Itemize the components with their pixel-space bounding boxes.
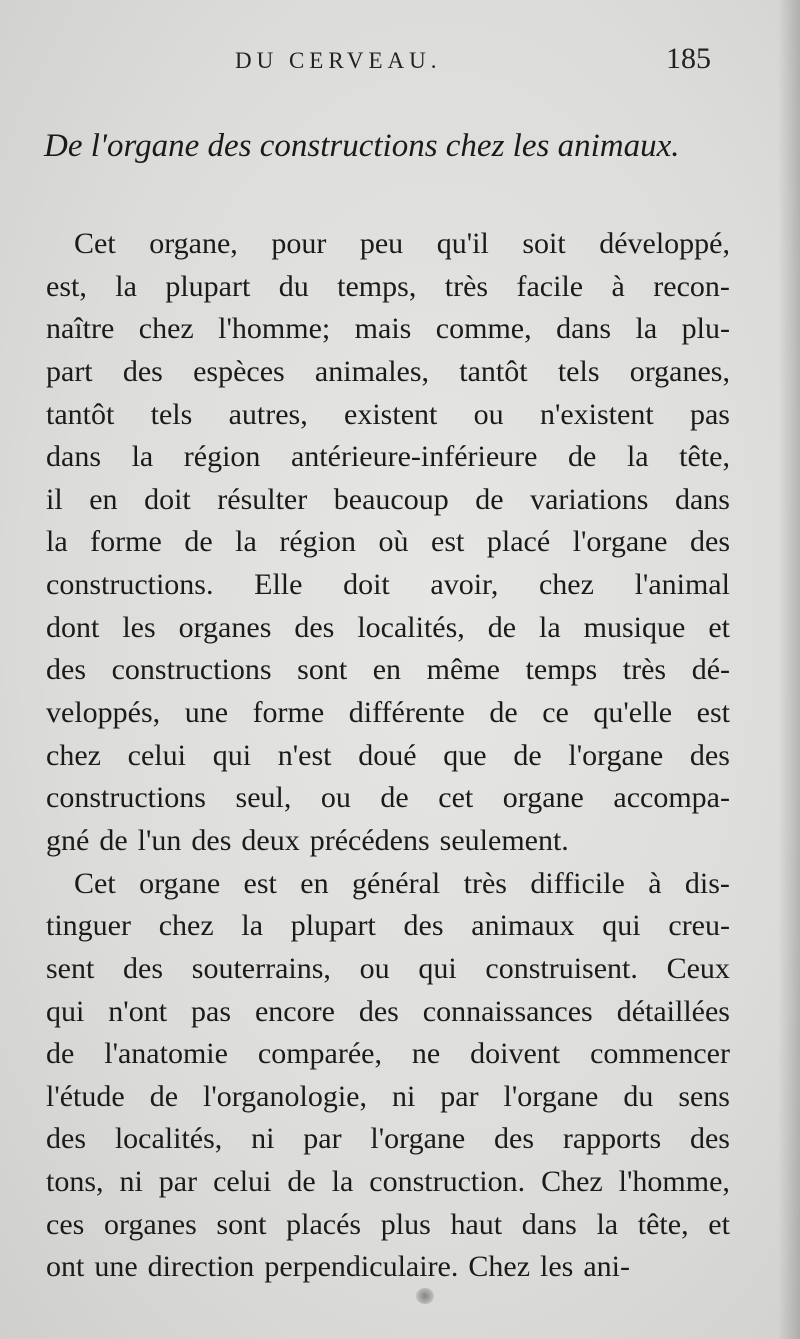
text-line: tinguer chez la plupart des animaux qui creu- — [46, 909, 730, 943]
text-line: constructions. Elle doit avoir, chez l'animal — [46, 568, 730, 602]
text-line: des localités, ni par l'organe des rapports des — [46, 1122, 730, 1156]
text-line: sent des souterrains, ou qui construisent. Ceux — [46, 951, 730, 985]
running-title: DU CERVEAU. — [235, 48, 442, 73]
text-line: il en doit résulter beaucoup de variations dans — [46, 482, 730, 516]
text-line: dans la région antérieure-inférieure de la tête, — [46, 440, 730, 474]
page-number: 185 — [666, 42, 711, 75]
text-line: Cet organe, pour peu qu'il soit développé, — [74, 227, 730, 260]
body-text — [46, 223, 730, 1289]
text-line: ont une direction perpendiculaire. Chez les ani- — [46, 1250, 630, 1284]
text-line: part des espèces animales, tantôt tels organes, — [46, 354, 730, 388]
text-line: qui n'ont pas encore des connaissances détaillées — [46, 994, 730, 1028]
section-title: De l'organe des constructions chez les animaux. — [44, 128, 680, 164]
page-edge-shadow — [778, 0, 800, 1339]
text-line: chez celui qui n'est doué que de l'organe des — [46, 738, 730, 772]
text-line: veloppés, une forme différente de ce qu'elle est — [46, 696, 730, 730]
text-line: tantôt tels autres, existent ou n'existent pas — [46, 397, 730, 431]
text-line: tons, ni par celui de la construction. Chez l'homme, — [46, 1165, 730, 1199]
text-line: constructions seul, ou de cet organe accompa- — [46, 781, 730, 815]
text-line: ces organes sont placés plus haut dans la tête, et — [46, 1207, 730, 1241]
text-line: naître chez l'homme; mais comme, dans la plu- — [46, 312, 730, 346]
text-line: est, la plupart du temps, très facile à recon- — [46, 269, 730, 303]
text-line: l'étude de l'organologie, ni par l'organe du sens — [46, 1079, 730, 1113]
text-line: de l'anatomie comparée, ne doivent commencer — [46, 1037, 730, 1071]
running-head — [0, 40, 800, 80]
text-line: des constructions sont en même temps très dé- — [46, 653, 730, 687]
text-line: la forme de la région où est placé l'organe des — [46, 525, 730, 559]
text-line: dont les organes des localités, de la musique et — [46, 610, 730, 644]
text-line: Cet organe est en général très difficile à dis- — [74, 866, 730, 900]
text-line: gné de l'un des deux précédens seulement. — [46, 823, 569, 857]
ink-smudge — [416, 1288, 434, 1304]
